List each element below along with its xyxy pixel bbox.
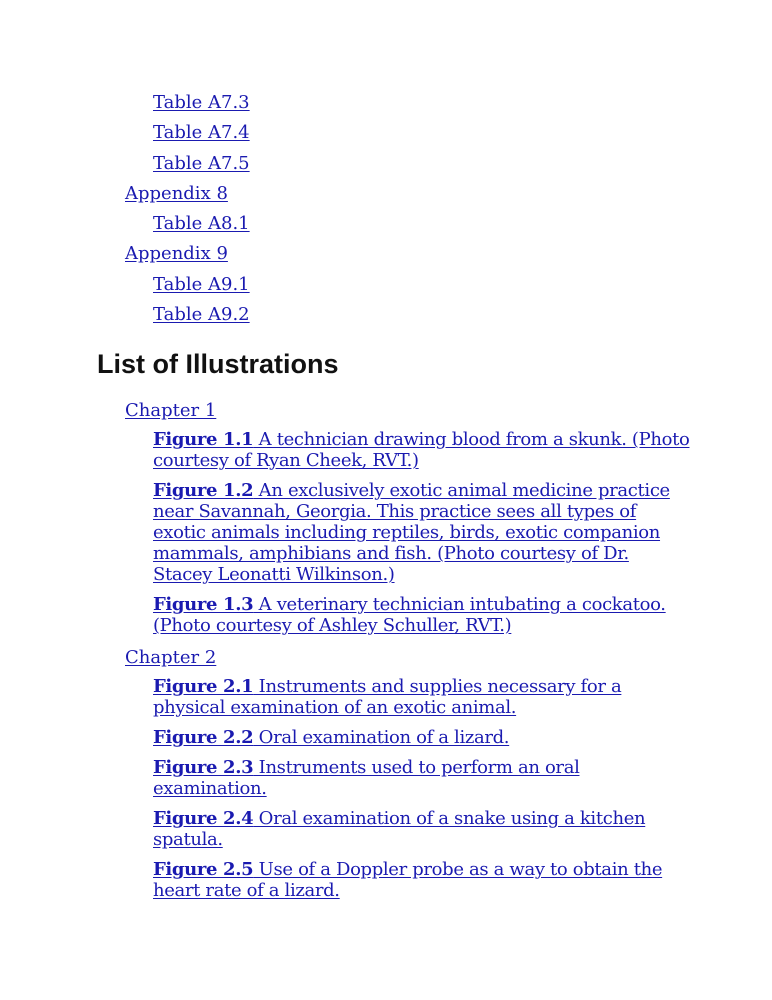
- list-of-illustrations-heading: List of Illustrations: [97, 349, 339, 379]
- figure-2-5-link[interactable]: [153, 859, 662, 901]
- toc-link-table-a9-2[interactable]: Table A9.2: [153, 304, 250, 326]
- figure-1-1-entry: [153, 429, 693, 471]
- figure-caption: Oral examination of a snake using a kitchen spatula.: [153, 808, 646, 850]
- chapter-2-link[interactable]: Chapter 2: [125, 647, 217, 668]
- figure-1-3-link[interactable]: [153, 594, 666, 636]
- toc-link-table-a7-3[interactable]: Table A7.3: [153, 92, 250, 113]
- toc-link-table-a7-4[interactable]: Table A7.4: [153, 122, 250, 144]
- figure-2-4-entry: [153, 808, 693, 850]
- toc-item-table-a7-3: [0, 88, 772, 118]
- figure-2-1-link[interactable]: [153, 676, 621, 718]
- chapter-1-entry: [125, 398, 772, 424]
- figure-number: Figure 2.4: [153, 808, 254, 829]
- figure-number: Figure 2.1: [153, 676, 254, 697]
- figure-number: Figure 2.3: [153, 757, 254, 778]
- figure-caption: Instruments and supplies necessary for a physical examination of an exotic animal.: [153, 676, 622, 718]
- illustrations-list: [0, 398, 772, 910]
- figure-number: Figure 2.5: [153, 859, 254, 880]
- figure-1-1-link[interactable]: [153, 429, 689, 471]
- figure-number: Figure 1.1: [153, 429, 254, 450]
- toc-item-table-a9-1: [0, 270, 772, 300]
- toc-link-table-a9-1[interactable]: Table A9.1: [153, 273, 250, 295]
- figure-caption: Instruments used to perform an oral examination.: [153, 757, 580, 799]
- toc-item-table-a8-1: [0, 209, 772, 239]
- figure-caption: An exclusively exotic animal medicine practice near Savannah, Georgia. This practice sees all types of exotic animals including reptiles, birds, exotic companion mammals, amphibians and fish. (Photo courtesy of Dr. Stacey Leonatti Wilkinson.): [153, 480, 670, 585]
- figure-caption: Oral examination of a lizard.: [253, 727, 510, 748]
- toc-link-appendix-8[interactable]: Appendix 8: [125, 182, 228, 204]
- table-of-contents-list: [0, 88, 772, 330]
- toc-link-table-a8-1[interactable]: Table A8.1: [153, 213, 250, 235]
- toc-item-appendix-8: [0, 179, 772, 209]
- chapter-2-entry: [125, 645, 772, 671]
- figure-2-5-entry: [153, 859, 693, 901]
- figure-2-2-link[interactable]: [153, 727, 509, 748]
- figure-number: Figure 2.2: [153, 727, 254, 748]
- toc-item-appendix-9: [0, 239, 772, 269]
- figure-1-3-entry: [153, 594, 693, 636]
- figure-2-4-link[interactable]: [153, 808, 645, 850]
- figure-2-3-entry: [153, 757, 693, 799]
- figure-2-1-entry: [153, 676, 693, 718]
- toc-item-table-a9-2: [0, 300, 772, 330]
- toc-item-table-a7-4: [0, 118, 772, 148]
- figure-2-2-entry: [153, 727, 693, 748]
- toc-link-appendix-9[interactable]: Appendix 9: [125, 243, 228, 265]
- figure-caption: A veterinary technician intubating a cockatoo. (Photo courtesy of Ashley Schuller, RVT.): [153, 594, 666, 636]
- figure-caption: A technician drawing blood from a skunk. (Photo courtesy of Ryan Cheek, RVT.): [153, 429, 690, 471]
- figure-number: Figure 1.2: [153, 480, 254, 501]
- chapter-1-link[interactable]: Chapter 1: [125, 400, 217, 421]
- toc-link-table-a7-5[interactable]: Table A7.5: [153, 152, 250, 174]
- figure-1-2-entry: [153, 480, 693, 585]
- figure-number: Figure 1.3: [153, 594, 254, 615]
- figure-2-3-link[interactable]: [153, 757, 579, 799]
- figure-1-2-link[interactable]: [153, 480, 670, 585]
- toc-item-table-a7-5: [0, 149, 772, 179]
- figure-caption: Use of a Doppler probe as a way to obtain the heart rate of a lizard.: [153, 859, 663, 901]
